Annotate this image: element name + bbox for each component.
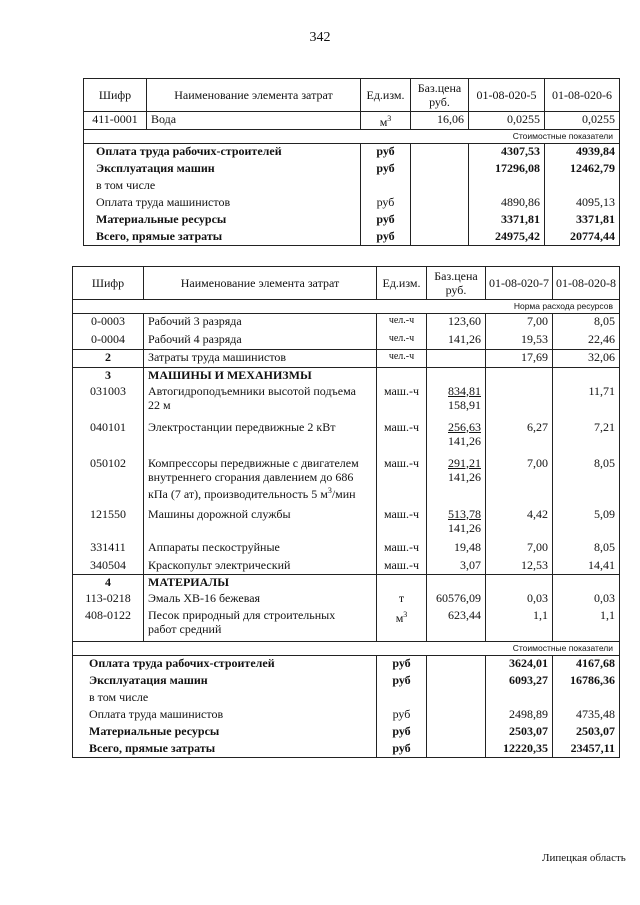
row-price: 834,81 158,91: [427, 384, 486, 420]
row-code: 0-0004: [73, 332, 144, 350]
row-val1: 7,00: [486, 456, 553, 507]
row-val2: 14,41: [553, 558, 620, 575]
table-row: [73, 384, 620, 420]
summary-val1: 4890,86: [469, 195, 545, 212]
row-code: 408-0122: [73, 608, 144, 642]
section-header-row: [73, 575, 620, 591]
row-unit: маш.-ч: [377, 540, 427, 558]
table-row: [84, 112, 620, 130]
table-row: [73, 591, 620, 608]
summary-name: Эксплуатация машин: [73, 673, 377, 690]
section-title: МАТЕРИАЛЫ: [144, 575, 377, 591]
row-unit: маш.-ч: [377, 384, 427, 420]
summary-row: [73, 673, 620, 690]
section-label: Стоимостные показатели: [84, 130, 620, 144]
row-val2: 8,05: [553, 540, 620, 558]
header-price: Баз.цена руб.: [427, 267, 486, 300]
row-name: Автогидроподъемники высотой подъема 22 м: [144, 384, 377, 420]
header-unit: Ед.изм.: [377, 267, 427, 300]
row-val2: 7,21: [553, 420, 620, 456]
summary-val2: 2503,07: [553, 724, 620, 741]
cost-table-2: [72, 266, 620, 758]
summary-unit: руб: [361, 229, 411, 246]
section-header-row: [73, 368, 620, 384]
summary-val2: 20774,44: [545, 229, 620, 246]
row-code: 113-0218: [73, 591, 144, 608]
row-unit: маш.-ч: [377, 456, 427, 507]
summary-val2: 3371,81: [545, 212, 620, 229]
row-price: 623,44: [427, 608, 486, 642]
summary-unit: руб: [377, 673, 427, 690]
summary-val1: 3624,01: [486, 656, 553, 673]
row-name: Аппараты пескоструйные: [144, 540, 377, 558]
row-name: Рабочий 4 разряда: [144, 332, 377, 350]
summary-name: Оплата труда машинистов: [73, 707, 377, 724]
header-unit: Ед.изм.: [361, 79, 411, 112]
table-header: [73, 267, 620, 300]
row-name: Затраты труда машинистов: [144, 350, 377, 368]
cost-table-1: [83, 78, 620, 246]
summary-unit: руб: [377, 656, 427, 673]
row-unit: маш.-ч: [377, 558, 427, 575]
row-price: 123,60: [427, 314, 486, 332]
row-code: 0-0003: [73, 314, 144, 332]
summary-unit: руб: [361, 161, 411, 178]
table-row: [73, 507, 620, 540]
row-price: 256,63 141,26: [427, 420, 486, 456]
row-val1: 0,0255: [469, 112, 545, 130]
section-label-row: [73, 300, 620, 314]
row-val1: 12,53: [486, 558, 553, 575]
summary-row: [73, 707, 620, 724]
row-code: 2: [73, 350, 144, 368]
summary-val2: 4167,68: [553, 656, 620, 673]
row-val1: 4,42: [486, 507, 553, 540]
summary-name: Материальные ресурсы: [84, 212, 361, 229]
row-name: Рабочий 3 разряда: [144, 314, 377, 332]
summary-row: [73, 724, 620, 741]
row-unit: маш.-ч: [377, 507, 427, 540]
summary-name: Всего, прямые затраты: [84, 229, 361, 246]
summary-row: [73, 690, 620, 707]
summary-name: Материальные ресурсы: [73, 724, 377, 741]
row-unit: маш.-ч: [377, 420, 427, 456]
footer-region: Липецкая область: [542, 852, 626, 864]
summary-val1: 12220,35: [486, 741, 553, 758]
table-row: [73, 540, 620, 558]
summary-row: [84, 229, 620, 246]
row-val2: 0,03: [553, 591, 620, 608]
row-unit: чел.-ч: [377, 350, 427, 368]
section-code: 3: [73, 368, 144, 384]
summary-val1: 4307,53: [469, 144, 545, 161]
row-val2: 8,05: [553, 456, 620, 507]
row-price: 16,06: [411, 112, 469, 130]
summary-val1: 3371,81: [469, 212, 545, 229]
summary-val2: 12462,79: [545, 161, 620, 178]
summary-row: [84, 178, 620, 195]
summary-val2: 16786,36: [553, 673, 620, 690]
row-name: Электростанции передвижные 2 кВт: [144, 420, 377, 456]
row-price: 291,21 141,26: [427, 456, 486, 507]
summary-name: в том числе: [84, 178, 361, 195]
row-val2: 22,46: [553, 332, 620, 350]
row-val2: 5,09: [553, 507, 620, 540]
row-unit: $м^3$: [361, 112, 411, 130]
table-row: [73, 558, 620, 575]
row-name: Краскопульт электрический: [144, 558, 377, 575]
summary-unit: руб: [361, 144, 411, 161]
summary-name: Эксплуатация машин: [84, 161, 361, 178]
summary-val2: 4095,13: [545, 195, 620, 212]
summary-row: [84, 195, 620, 212]
row-code: 411-0001: [84, 112, 147, 130]
page-number: 342: [309, 30, 331, 45]
row-val2: 32,06: [553, 350, 620, 368]
summary-unit: руб: [361, 195, 411, 212]
section-label: Норма расхода ресурсов: [73, 300, 620, 314]
row-name: Компрессоры передвижные с двигателем внутреннего сгорания давлением до 686 кПа (7 ат), производительность 5 $м^3$/мин: [144, 456, 377, 507]
row-code: 331411: [73, 540, 144, 558]
row-val1: 19,53: [486, 332, 553, 350]
row-name: Песок природный для строительных работ средний: [144, 608, 377, 642]
row-val1: 7,00: [486, 540, 553, 558]
table-row: [73, 456, 620, 507]
summary-name: Оплата труда машинистов: [84, 195, 361, 212]
header-col2: 01-08-020-6: [545, 79, 620, 112]
section-title: МАШИНЫ И МЕХАНИЗМЫ: [144, 368, 377, 384]
table-header: [84, 79, 620, 112]
row-val1: 1,1: [486, 608, 553, 642]
row-code: 121550: [73, 507, 144, 540]
summary-row: [73, 741, 620, 758]
row-unit: т: [377, 591, 427, 608]
section-label-row: [73, 642, 620, 656]
row-val1: [486, 384, 553, 420]
summary-unit: руб: [377, 707, 427, 724]
header-price: Баз.цена руб.: [411, 79, 469, 112]
table-row: [73, 314, 620, 332]
row-val2: 11,71: [553, 384, 620, 420]
header-name: Наименование элемента затрат: [147, 79, 361, 112]
row-price: 513,78 141,26: [427, 507, 486, 540]
summary-val1: 24975,42: [469, 229, 545, 246]
row-code: 340504: [73, 558, 144, 575]
table-row: [73, 332, 620, 350]
header-code: Шифр: [84, 79, 147, 112]
summary-val1: 2498,89: [486, 707, 553, 724]
row-code: 040101: [73, 420, 144, 456]
summary-unit: руб: [377, 741, 427, 758]
table-row: [73, 608, 620, 642]
row-val1: 7,00: [486, 314, 553, 332]
row-price: 141,26: [427, 332, 486, 350]
row-unit: чел.-ч: [377, 314, 427, 332]
summary-val1: 6093,27: [486, 673, 553, 690]
row-name: Вода: [147, 112, 361, 130]
row-code: 031003: [73, 384, 144, 420]
row-val1: 6,27: [486, 420, 553, 456]
row-unit: чел.-ч: [377, 332, 427, 350]
summary-val1: 17296,08: [469, 161, 545, 178]
row-price: 60576,09: [427, 591, 486, 608]
summary-val1: 2503,07: [486, 724, 553, 741]
summary-row: [73, 656, 620, 673]
row-val1: 0,03: [486, 591, 553, 608]
row-val2: 0,0255: [545, 112, 620, 130]
row-val1: 17,69: [486, 350, 553, 368]
section-code: 4: [73, 575, 144, 591]
row-val2: 8,05: [553, 314, 620, 332]
summary-name: Оплата труда рабочих-строителей: [84, 144, 361, 161]
row-code: 050102: [73, 456, 144, 507]
summary-unit: руб: [361, 212, 411, 229]
summary-val2: 23457,11: [553, 741, 620, 758]
row-price: 3,07: [427, 558, 486, 575]
summary-row: [84, 144, 620, 161]
summary-name: Всего, прямые затраты: [73, 741, 377, 758]
summary-name: в том числе: [73, 690, 377, 707]
summary-val2: 4939,84: [545, 144, 620, 161]
header-col1: 01-08-020-7: [486, 267, 553, 300]
header-code: Шифр: [73, 267, 144, 300]
summary-row: [84, 212, 620, 229]
row-price: 19,48: [427, 540, 486, 558]
table-row: [73, 420, 620, 456]
row-name: Эмаль ХВ-16 бежевая: [144, 591, 377, 608]
summary-val2: 4735,48: [553, 707, 620, 724]
section-label: Стоимостные показатели: [73, 642, 620, 656]
row-val2: 1,1: [553, 608, 620, 642]
table-row: [73, 350, 620, 368]
section-label-row: [84, 130, 620, 144]
summary-unit: руб: [377, 724, 427, 741]
row-unit: $м^3$: [377, 608, 427, 642]
summary-name: Оплата труда рабочих-строителей: [73, 656, 377, 673]
header-col2: 01-08-020-8: [553, 267, 620, 300]
header-col1: 01-08-020-5: [469, 79, 545, 112]
summary-row: [84, 161, 620, 178]
header-name: Наименование элемента затрат: [144, 267, 377, 300]
row-name: Машины дорожной службы: [144, 507, 377, 540]
